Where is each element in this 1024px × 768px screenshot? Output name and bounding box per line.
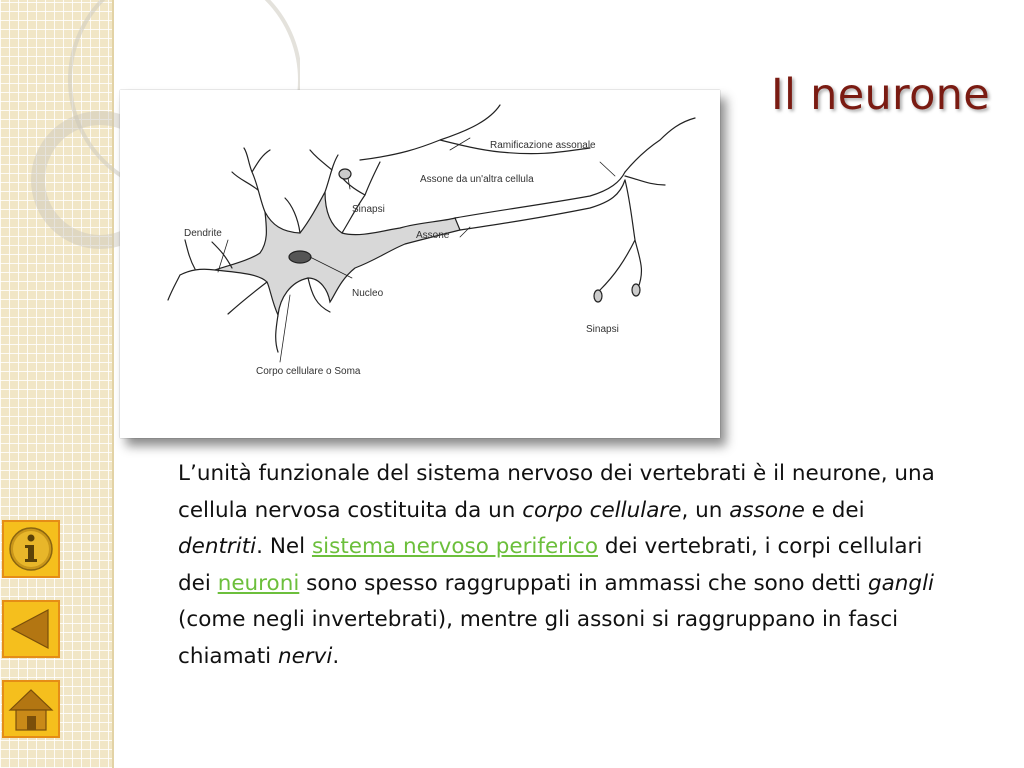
- label-ramificazione: Ramificazione assonale: [490, 140, 596, 151]
- slide-title: Il neurone: [770, 70, 990, 120]
- text-segment: dei vertebrati, i corpi cellulari dei: [178, 534, 923, 596]
- back-arrow-icon: [4, 602, 58, 656]
- neuron-diagram: [120, 90, 720, 438]
- label-dendrite: Dendrite: [184, 228, 222, 239]
- italic-nervi: nervi: [277, 643, 333, 669]
- italic-gangli: gangli: [867, 570, 935, 596]
- link-neuroni[interactable]: neuroni: [217, 570, 300, 596]
- text-segment: , un: [681, 497, 730, 523]
- italic-assone: assone: [729, 497, 805, 523]
- label-sinapsi-right: Sinapsi: [586, 324, 619, 335]
- label-sinapsi-top: Sinapsi: [352, 204, 385, 215]
- home-icon: [4, 682, 58, 736]
- neuron-illustration: [120, 90, 720, 438]
- italic-dentriti: dentriti: [178, 534, 257, 559]
- text-segment: .: [332, 643, 340, 669]
- text-segment: sono spesso raggruppati in ammassi che sono detti: [299, 570, 868, 596]
- label-assone-altra-cellula: Assone da un'altra cellula: [420, 174, 534, 185]
- text-segment: . Nel: [256, 534, 312, 559]
- label-assone: Assone: [416, 230, 450, 241]
- text-segment: L’unità funzionale del sistema nervoso dei vertebrati è il neurone, una cellula nervosa costituita da un: [178, 461, 935, 523]
- text-segment: (come negli invertebrati), mentre gli assoni si raggruppano in fasci chiamati: [178, 607, 899, 669]
- back-button[interactable]: [2, 600, 60, 658]
- italic-corpo-cellulare: corpo cellulare: [522, 497, 682, 523]
- label-corpo-cellulare: Corpo cellulare o Soma: [256, 366, 361, 377]
- link-sistema-nervoso-periferico[interactable]: sistema nervoso periferico: [311, 534, 598, 559]
- label-nucleo: Nucleo: [352, 288, 384, 299]
- info-button[interactable]: [2, 520, 60, 578]
- body-paragraph: [178, 456, 948, 675]
- info-icon: [4, 522, 58, 576]
- home-button[interactable]: [2, 680, 60, 738]
- text-segment: e dei: [804, 497, 865, 523]
